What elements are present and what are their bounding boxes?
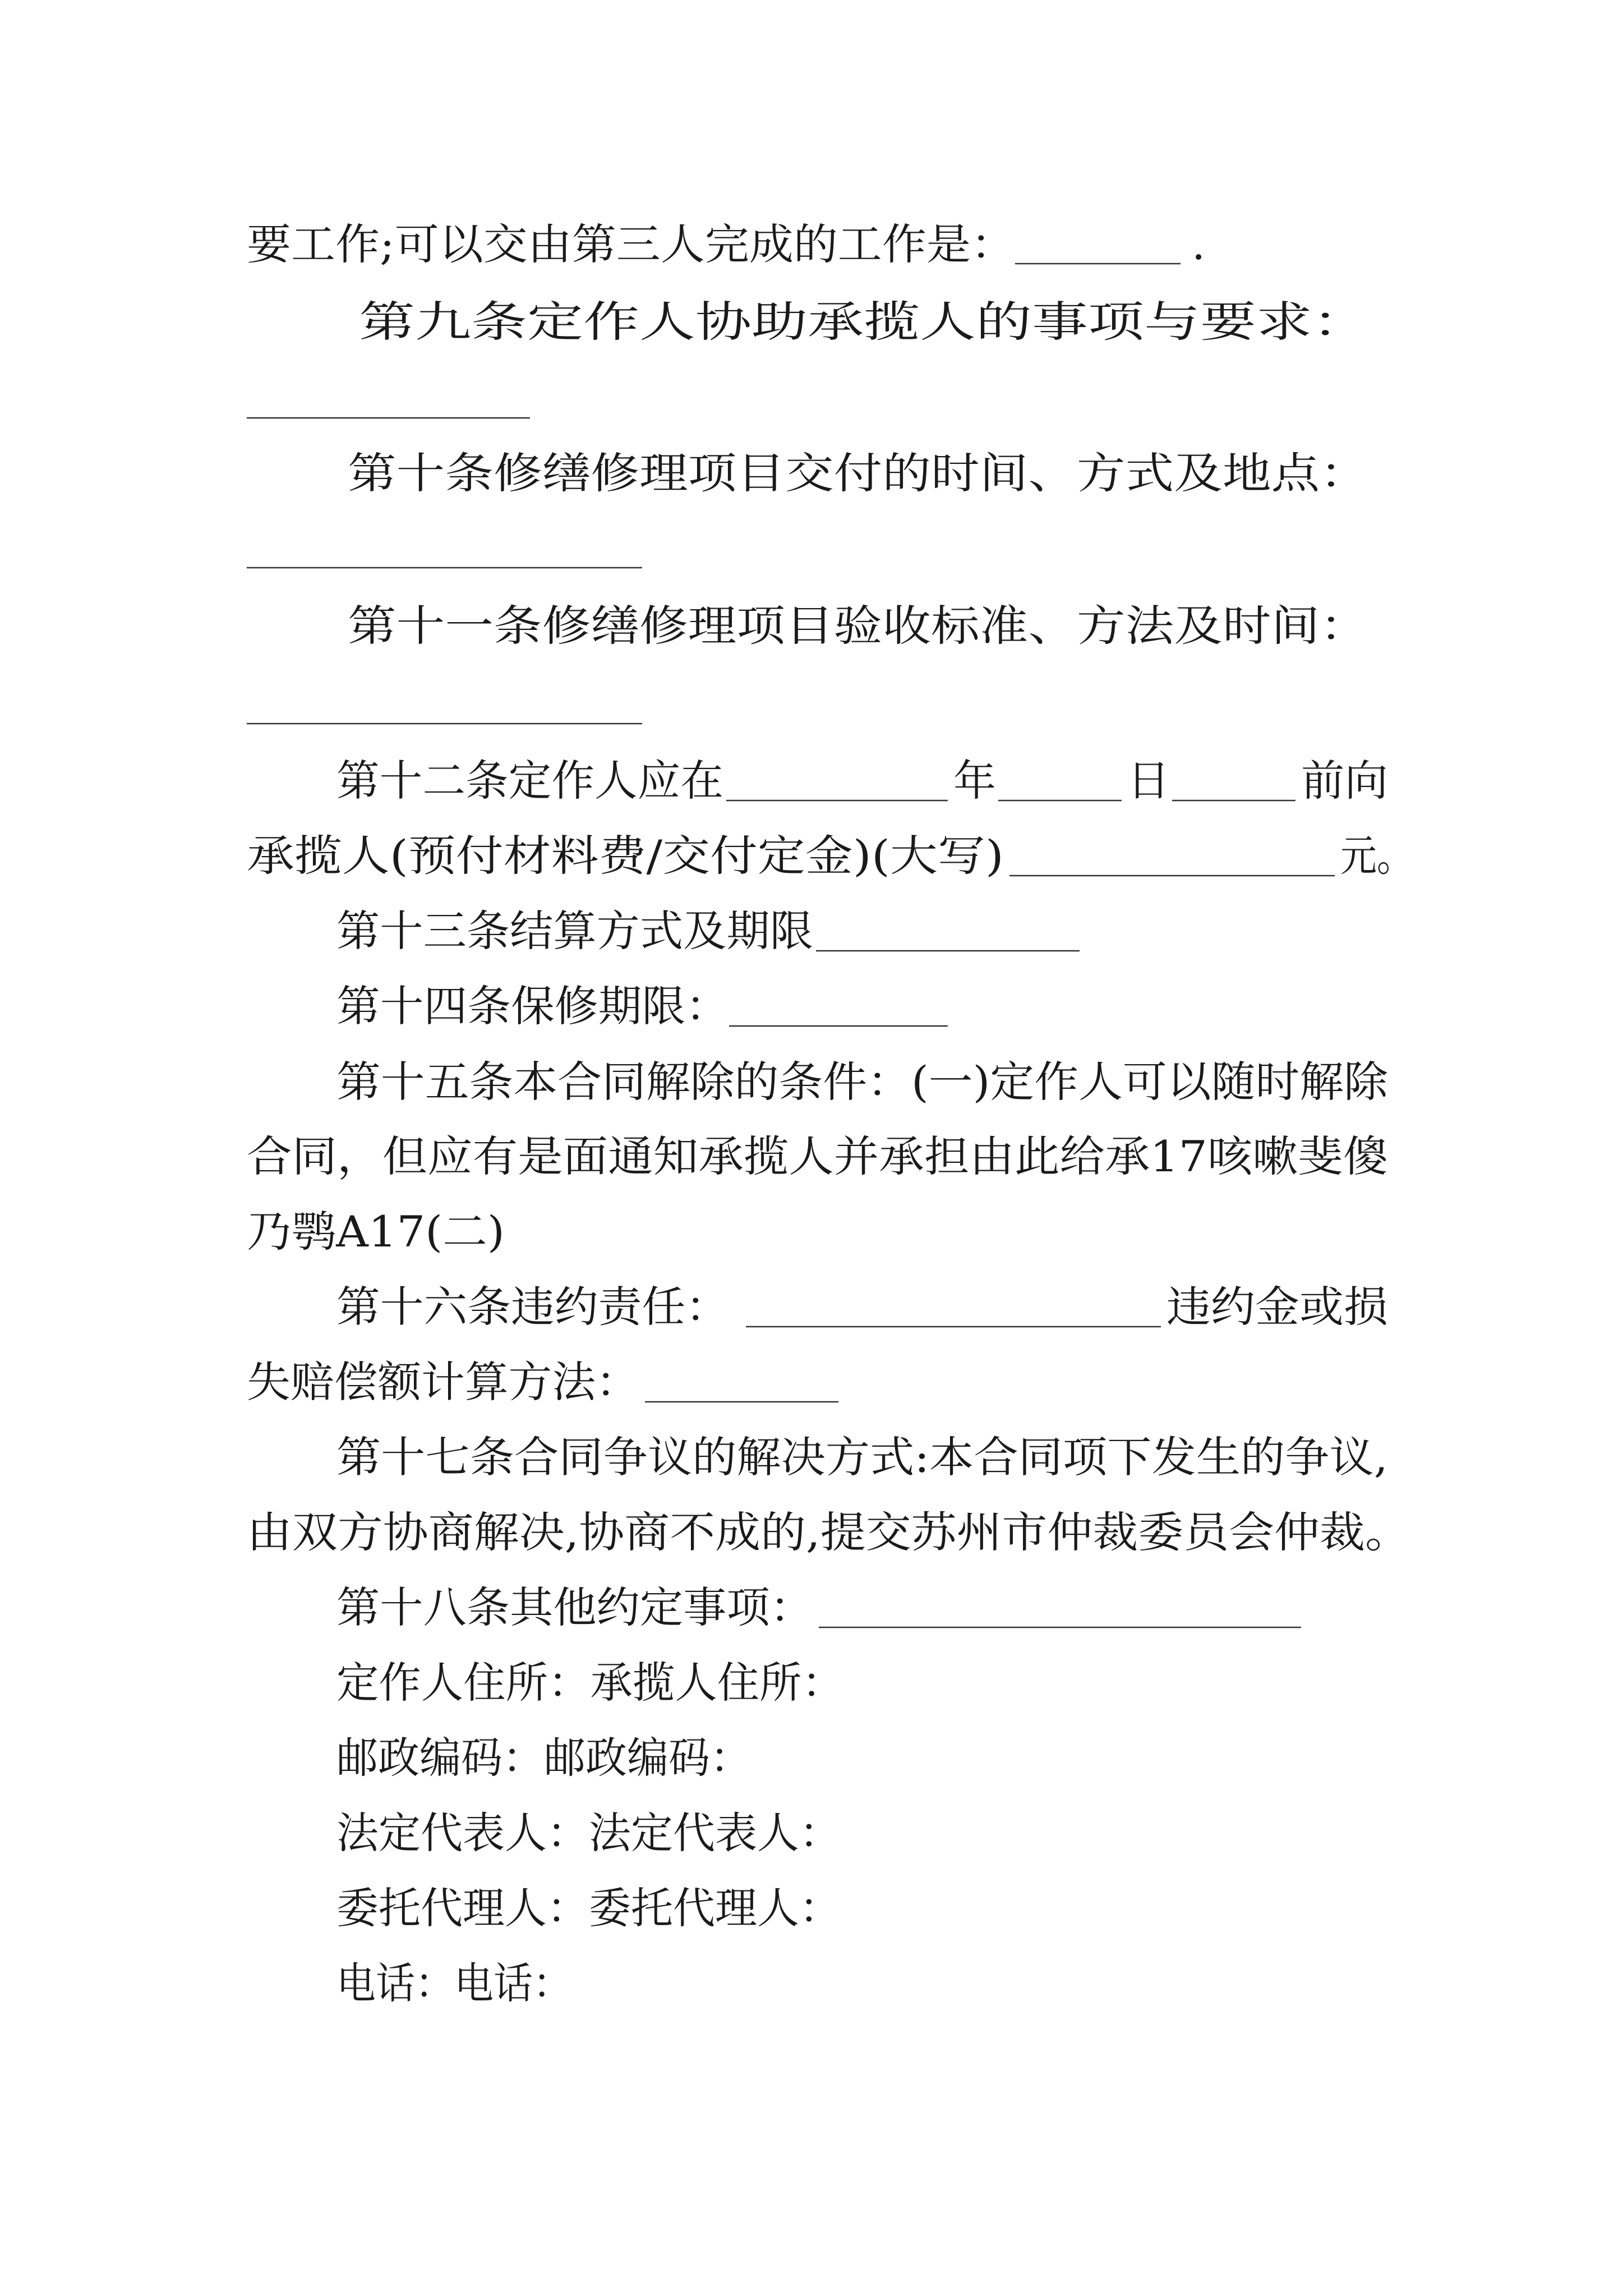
article-12-year: 年 — [953, 756, 996, 806]
article-10: 第十条修缮修理项目交付的时间、方式及地点： — [348, 448, 1368, 498]
sign-postcode: 邮政编码：邮政编码： — [336, 1733, 751, 1783]
article-16-line2: 失赔偿额计算方法： — [247, 1357, 639, 1407]
article-17-line2: 由双方协商解决,协商不成的,提交苏州市仲裁委员会仲裁。 — [247, 1507, 1410, 1557]
article-11: 第十一条修缮修理项目验收标准、方法及时间： — [348, 601, 1368, 651]
article-12-start: 第十二条定作人应在 — [336, 756, 723, 806]
sign-legal-rep: 法定代表人：法定代表人： — [336, 1808, 841, 1858]
article-15-line1: 第十五条本合同解除的条件：(一)定作人可以随时解除 — [336, 1057, 1389, 1107]
article-9: 第九条定作人协助承揽人的事项与要求： — [359, 297, 1368, 347]
article-15-line2: 合同，但应有是面通知承揽人并承担由此给承17咳嗽斐傻 — [247, 1131, 1390, 1181]
sign-address: 定作人住所：承揽人住所： — [336, 1658, 844, 1708]
sign-phone: 电话：电话： — [336, 1958, 572, 2008]
line1-period: . — [1192, 219, 1206, 269]
sign-agent: 委托代理人：委托代理人： — [336, 1883, 841, 1933]
article-12-day: 日 — [1127, 756, 1170, 806]
article-15-line3: 乃鹗A17(二) — [247, 1207, 505, 1257]
article-14: 第十四条保修期限： — [336, 981, 729, 1031]
article-12-yuan: 元。 — [1340, 831, 1413, 881]
line-continuation: 要工作;可以交由第三人完成的工作是： — [247, 219, 1015, 269]
article-12-line2: 承揽人(预付材料费/交付定金)(大写) — [247, 831, 1004, 881]
article-13: 第十三条结算方式及期限 — [336, 906, 813, 956]
article-16-penalty: 违约金或损 — [1166, 1282, 1388, 1332]
article-18: 第十八条其他约定事项： — [336, 1582, 813, 1632]
article-17-line1: 第十七条合同争议的解决方式:本合同项下发生的争议, — [336, 1432, 1388, 1482]
article-12-before: 前向 — [1301, 756, 1388, 806]
article-16-line1: 第十六条违约责任： — [336, 1282, 729, 1332]
